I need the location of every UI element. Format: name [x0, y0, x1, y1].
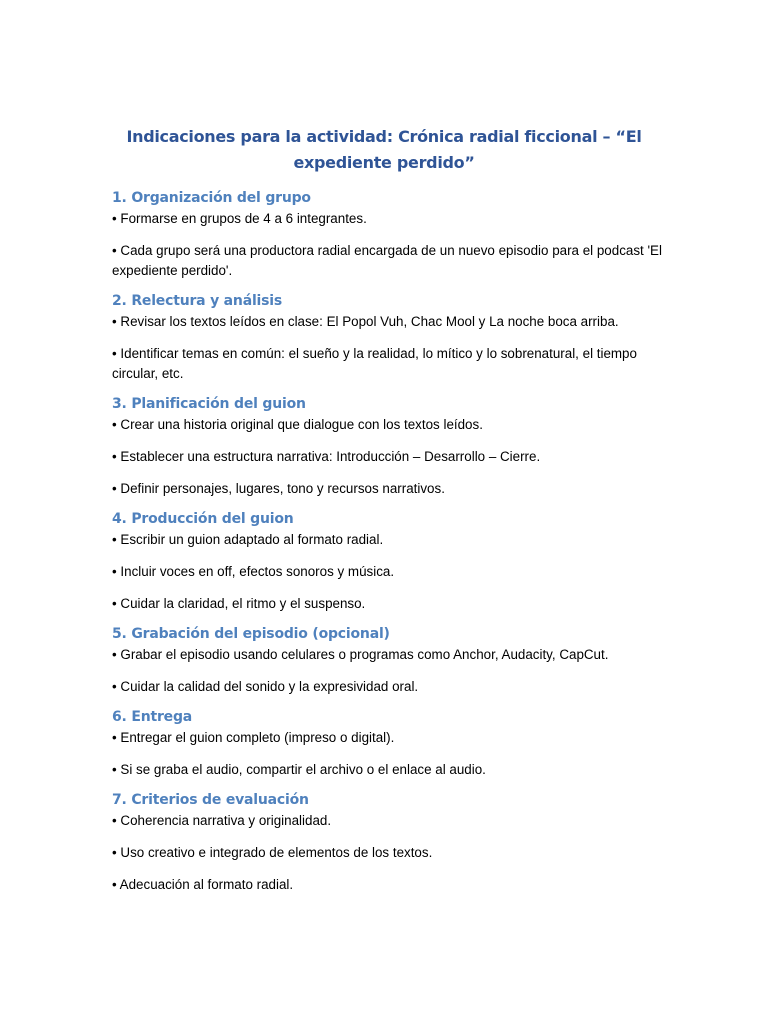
bullet-item: • Revisar los textos leídos en clase: El Popol Vuh, Chac Mool y La noche boca arriba.: [112, 314, 619, 329]
section-produccion: [112, 508, 672, 614]
document-body: [112, 187, 672, 904]
bullet-item: • Escribir un guion adaptado al formato radial.: [112, 532, 384, 547]
section-heading: 1. Organización del grupo: [112, 190, 311, 206]
section-planificacion: [112, 393, 672, 499]
section-heading: 7. Criterios de evaluación: [112, 792, 309, 808]
document-title: Indicaciones para la actividad: Crónica radial ficcional – “El expediente perdido”: [126, 127, 642, 172]
section-heading: 5. Grabación del episodio (opcional): [112, 626, 390, 642]
bullet-item: • Incluir voces en off, efectos sonoros y música.: [112, 564, 395, 579]
section-entrega: [112, 706, 672, 780]
bullet-item: • Identificar temas en común: el sueño y la realidad, lo mítico y lo sobrenatural, el tiempo circular, etc.: [112, 346, 637, 381]
bullet-item: • Entregar el guion completo (impreso o digital).: [112, 730, 395, 745]
bullet-item: • Crear una historia original que dialogue con los textos leídos.: [112, 417, 483, 432]
bullet-item: • Grabar el episodio usando celulares o programas como Anchor, Audacity, CapCut.: [112, 647, 609, 662]
section-heading: 2. Relectura y análisis: [112, 293, 283, 309]
bullet-item: • Coherencia narrativa y originalidad.: [112, 813, 332, 828]
bullet-item: • Formarse en grupos de 4 a 6 integrantes.: [112, 211, 367, 226]
section-heading: 4. Producción del guion: [112, 511, 294, 527]
section-heading: 6. Entrega: [112, 709, 193, 725]
bullet-item: • Definir personajes, lugares, tono y recursos narrativos.: [112, 481, 445, 496]
bullet-item: • Uso creativo e integrado de elementos de los textos.: [112, 845, 433, 860]
bullet-item: • Cada grupo será una productora radial encargada de un nuevo episodio para el podcast 'El expediente perdido'.: [112, 243, 662, 278]
section-criterios: [112, 789, 672, 895]
bullet-item: • Establecer una estructura narrativa: Introducción – Desarrollo – Cierre.: [112, 449, 541, 464]
section-grabacion: [112, 623, 672, 697]
section-relectura: [112, 290, 672, 384]
bullet-item: • Adecuación al formato radial.: [112, 877, 294, 892]
bullet-item: • Cuidar la claridad, el ritmo y el suspenso.: [112, 596, 366, 611]
section-heading: 3. Planificación del guion: [112, 396, 306, 412]
bullet-item: • Si se graba el audio, compartir el archivo o el enlace al audio.: [112, 762, 486, 777]
section-organizacion: [112, 187, 672, 281]
bullet-item: • Cuidar la calidad del sonido y la expresividad oral.: [112, 679, 419, 694]
